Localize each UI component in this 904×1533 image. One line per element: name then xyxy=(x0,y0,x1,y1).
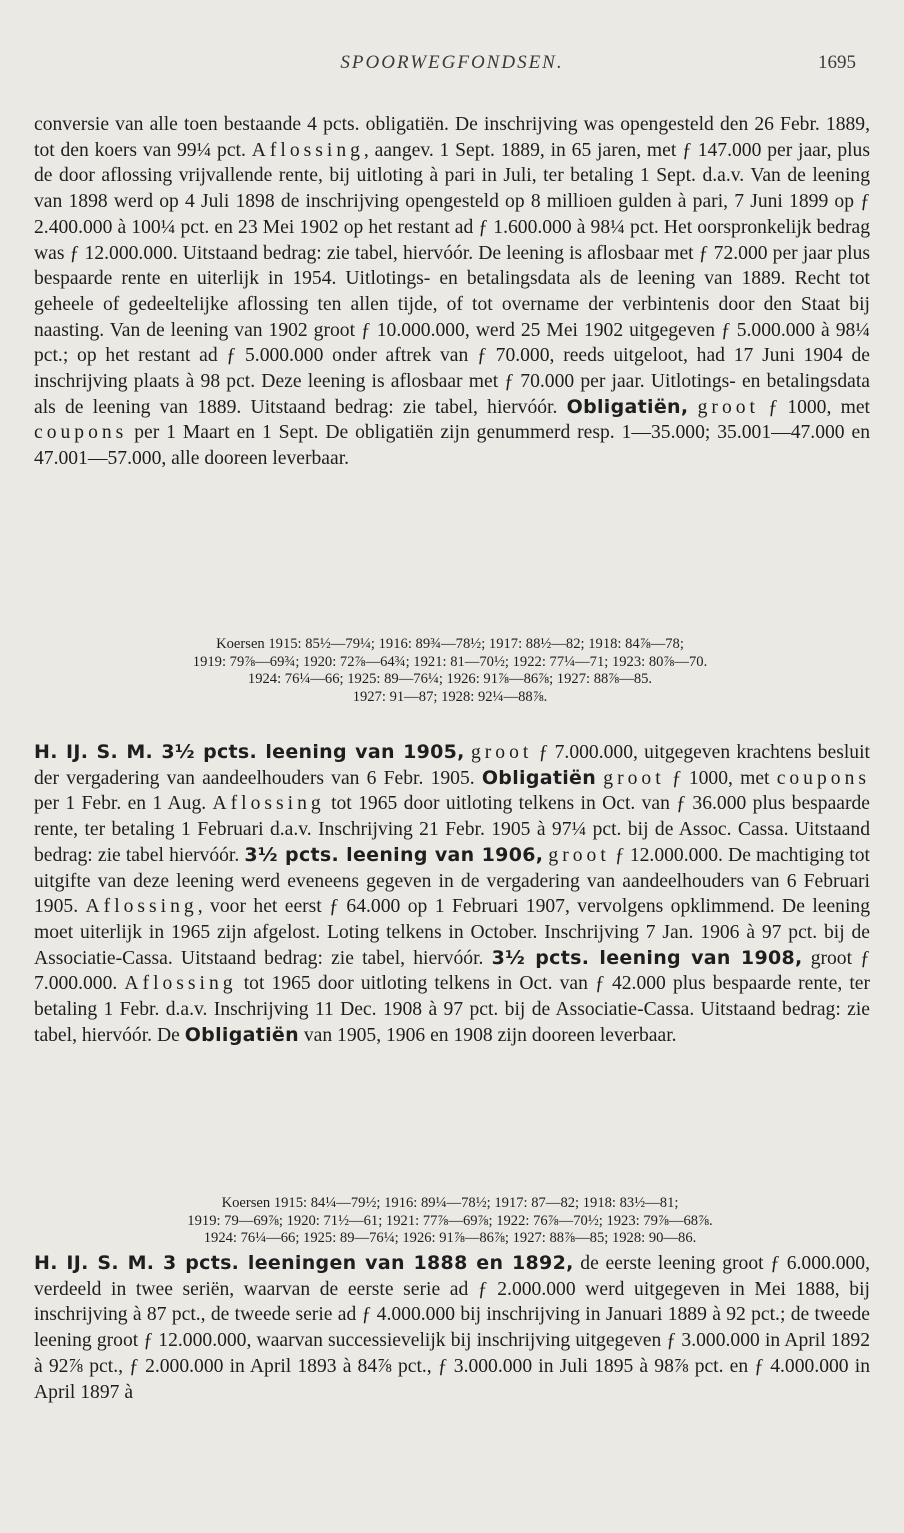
spaced-term-aflossing: Aflossing xyxy=(124,973,237,995)
price-quotes-block-1 xyxy=(60,636,840,706)
section-heading-1906: 3½ pcts. leening van 1906, xyxy=(244,843,544,866)
spaced-term-coupons: coupons xyxy=(776,767,870,789)
running-title: SPOORWEGFONDSEN. xyxy=(340,52,564,73)
spaced-term-aflossing: Aflossing xyxy=(251,139,364,161)
section-heading-1888-1892: H. IJ. S. M. 3 pcts. leeningen van 1888 en 1892, xyxy=(34,1252,574,1274)
spaced-term-groot: groot xyxy=(470,742,533,763)
page-number: 1695 xyxy=(818,52,856,73)
section-heading-1908: 3½ pcts. leening van 1908, xyxy=(491,946,803,969)
spaced-term-groot: groot xyxy=(697,396,759,418)
text-run: per 1 Maart en 1 Sept. De obligatiën zijn genummerd resp. 1—35.000; 35.001—47.000 en 47.001—57.000, alle dooreen leverbaar. xyxy=(34,422,870,470)
term-obligatien: Obligatiën, xyxy=(566,395,689,418)
spaced-term-coupons: coupons xyxy=(34,422,128,444)
price-quotes-line: 1924: 76¼—66; 1925: 89—76¼; 1926: 91⅞—86⅞; 1927: 88⅞—85. xyxy=(247,671,653,687)
text-run xyxy=(688,397,697,418)
spaced-term-aflossing: Aflossing xyxy=(212,793,325,815)
text-run: groot ƒ 7.000.000. xyxy=(34,947,871,995)
text-run: ƒ 12.000.000. De machtiging tot uitgifte van deze leening werd eveneens gegeven in de vergadering van aandeelhouders van 6 Februari 1905. xyxy=(34,844,870,918)
text-run: conversie van alle toen bestaande 4 pcts. obligatiën. De inschrijving was opengesteld den 26 Febr. 1889, tot den koers van 99¼ pct. xyxy=(34,114,870,161)
price-quotes-line: 1927: 91—87; 1928: 92¼—88⅞. xyxy=(352,688,548,705)
term-obligatien: Obligatiën xyxy=(481,766,597,789)
price-quotes-block-2 xyxy=(60,1195,840,1248)
price-quotes-line: 1919: 79⅞—69¾; 1920: 72⅞—64¾; 1921: 81—70½; 1922: 77¼—71; 1923: 80⅞—70. xyxy=(192,653,708,670)
page-header xyxy=(36,52,868,92)
term-obligatien: Obligatiën xyxy=(184,1023,299,1046)
price-quotes-line: Koersen 1915: 84¼—79½; 1916: 89¼—78½; 1917: 87—82; 1918: 83½—81; xyxy=(221,1195,679,1211)
text-run: van 1905, 1906 en 1908 zijn dooreen leverbaar. xyxy=(298,1024,677,1046)
text-run: ƒ 1000, met xyxy=(758,396,870,418)
text-run: ƒ 1000, met xyxy=(664,767,777,789)
spaced-term-groot: groot xyxy=(603,767,665,789)
price-quotes-line: 1924: 76¼—66; 1925: 89—76¼; 1926: 91⅞—86⅞; 1927: 88⅞—85; 1928: 90—86. xyxy=(203,1230,697,1246)
spaced-term-groot: groot xyxy=(548,844,610,866)
paragraph-conversion-loan xyxy=(34,112,870,472)
price-quotes-line: Koersen 1915: 85½—79¼; 1916: 89¾—78½; 1917: 88½—82; 1918: 84⅞—78; xyxy=(216,636,684,652)
text-run: , voor het eerst ƒ 64.000 op 1 Februari 1907, vervolgens opklimmend. De leening moet uiterlijk in 1965 zijn afgelost. Loting telkens in October. Inschrijving 7 Jan. 1906 à 97 pct. bij de Associatie-Cassa. Uitstaand bedrag: zie tabel, hiervóór. xyxy=(34,896,871,969)
text-run: , aangev. 1 Sept. 1889, in 65 jaren, met ƒ 147.000 per jaar, plus de door aflossing vrijvallende rente, bij uitloting à pari in Juli, ter betaling 1 Sept. d.a.v. Van de leening van 1898 werd op 4 Juli 1898 de inschrijving opengesteld op 8 millioen gulden à pari, 7 Juni 1899 op ƒ 2.400.000 à 100¼ pct. en 23 Mei 1902 op het restant ad ƒ 1.600.000 à 98¼ pct. Het oorspronkelijk bedrag was ƒ 12.000.000. Uitstaand bedrag: zie tabel, hiervóór. De leening is aflosbaar met ƒ 72.000 per jaar plus bespaarde rente en uiterlijk in 1954. Uitlotings- en betalingsdata als de leening van 1889. Recht tot geheele of gedeeltelijke aflossing ten allen tijde, of tot overname der verbintenis door den Staat bij naasting. Van de leening van 1902 groot ƒ 10.000.000, werd 25 Mei 1902 uitgegeven ƒ 5.000.000 à 98¼ pct.; op het restant ad ƒ 5.000.000 onder aftrek van ƒ 70.000, reeds uitgeloot, had 17 Juni 1904 de inschrijving plaats à 98 pct. Deze leening is aflosbaar met ƒ 70.000 per jaar. Uitlotings- en betalingsdata als de leening van 1889. Uitstaand bedrag: zie tabel, hiervóór. xyxy=(34,139,870,418)
price-quotes-line: 1919: 79—69⅞; 1920: 71½—61; 1921: 77⅞—69⅞; 1922: 76⅞—70½; 1923: 79⅞—68⅞. xyxy=(187,1212,713,1229)
paragraph-loans-1905-1908 xyxy=(34,740,870,1048)
spaced-term-aflossing: Aflossing xyxy=(85,896,198,918)
text-run: de eerste leening groot ƒ 6.000.000, verdeeld in twee seriën, waarvan de eerste serie ad ƒ 2.000.000 werd uitgegeven in Mei 1888, bij inschrijving à 87 pct., de tweede serie ad ƒ 4.000.000 bij inschrijving in Januari 1889 à 92 pct.; de tweede leening groot ƒ 12.000.000, waarvan successievelijk bij inschrijving uitgegeven ƒ 3.000.000 in April 1892 à 92⅞ pct., ƒ 2.000.000 in April 1893 à 84⅞ pct., ƒ 3.000.000 in Juli 1895 à 98⅞ pct. en ƒ 4.000.000 in April 1897 à xyxy=(34,1253,871,1403)
text-run: tot 1965 door uitloting telkens in Oct. van ƒ 36.000 plus bespaarde rente, ter betaling 1 Februari d.a.v. Inschrijving 21 Febr. 1905 à 97¼ pct. bij de Assoc. Cassa. Uitstaand bedrag: zie tabel hiervóór. xyxy=(34,793,870,866)
text-run: ƒ 7.000.000, uitgegeven krachtens besluit der vergadering van aandeelhouders van 6 Febr. 1905. xyxy=(34,742,870,789)
text-run: per 1 Febr. en 1 Aug. xyxy=(34,793,213,815)
text-run: tot 1965 door uitloting telkens in Oct. van ƒ 42.000 plus bespaarde rente, ter betaling 1 Febr. d.a.v. Inschrijving 11 Dec. 1908 à 97 pct. bij de Associatie-Cassa. Uitstaand bedrag: zie tabel, hiervóór. De xyxy=(34,973,870,1046)
section-heading-1905: H. IJ. S. M. 3½ pcts. leening van 1905, xyxy=(34,741,465,763)
paragraph-loans-1888-1892 xyxy=(34,1251,870,1405)
